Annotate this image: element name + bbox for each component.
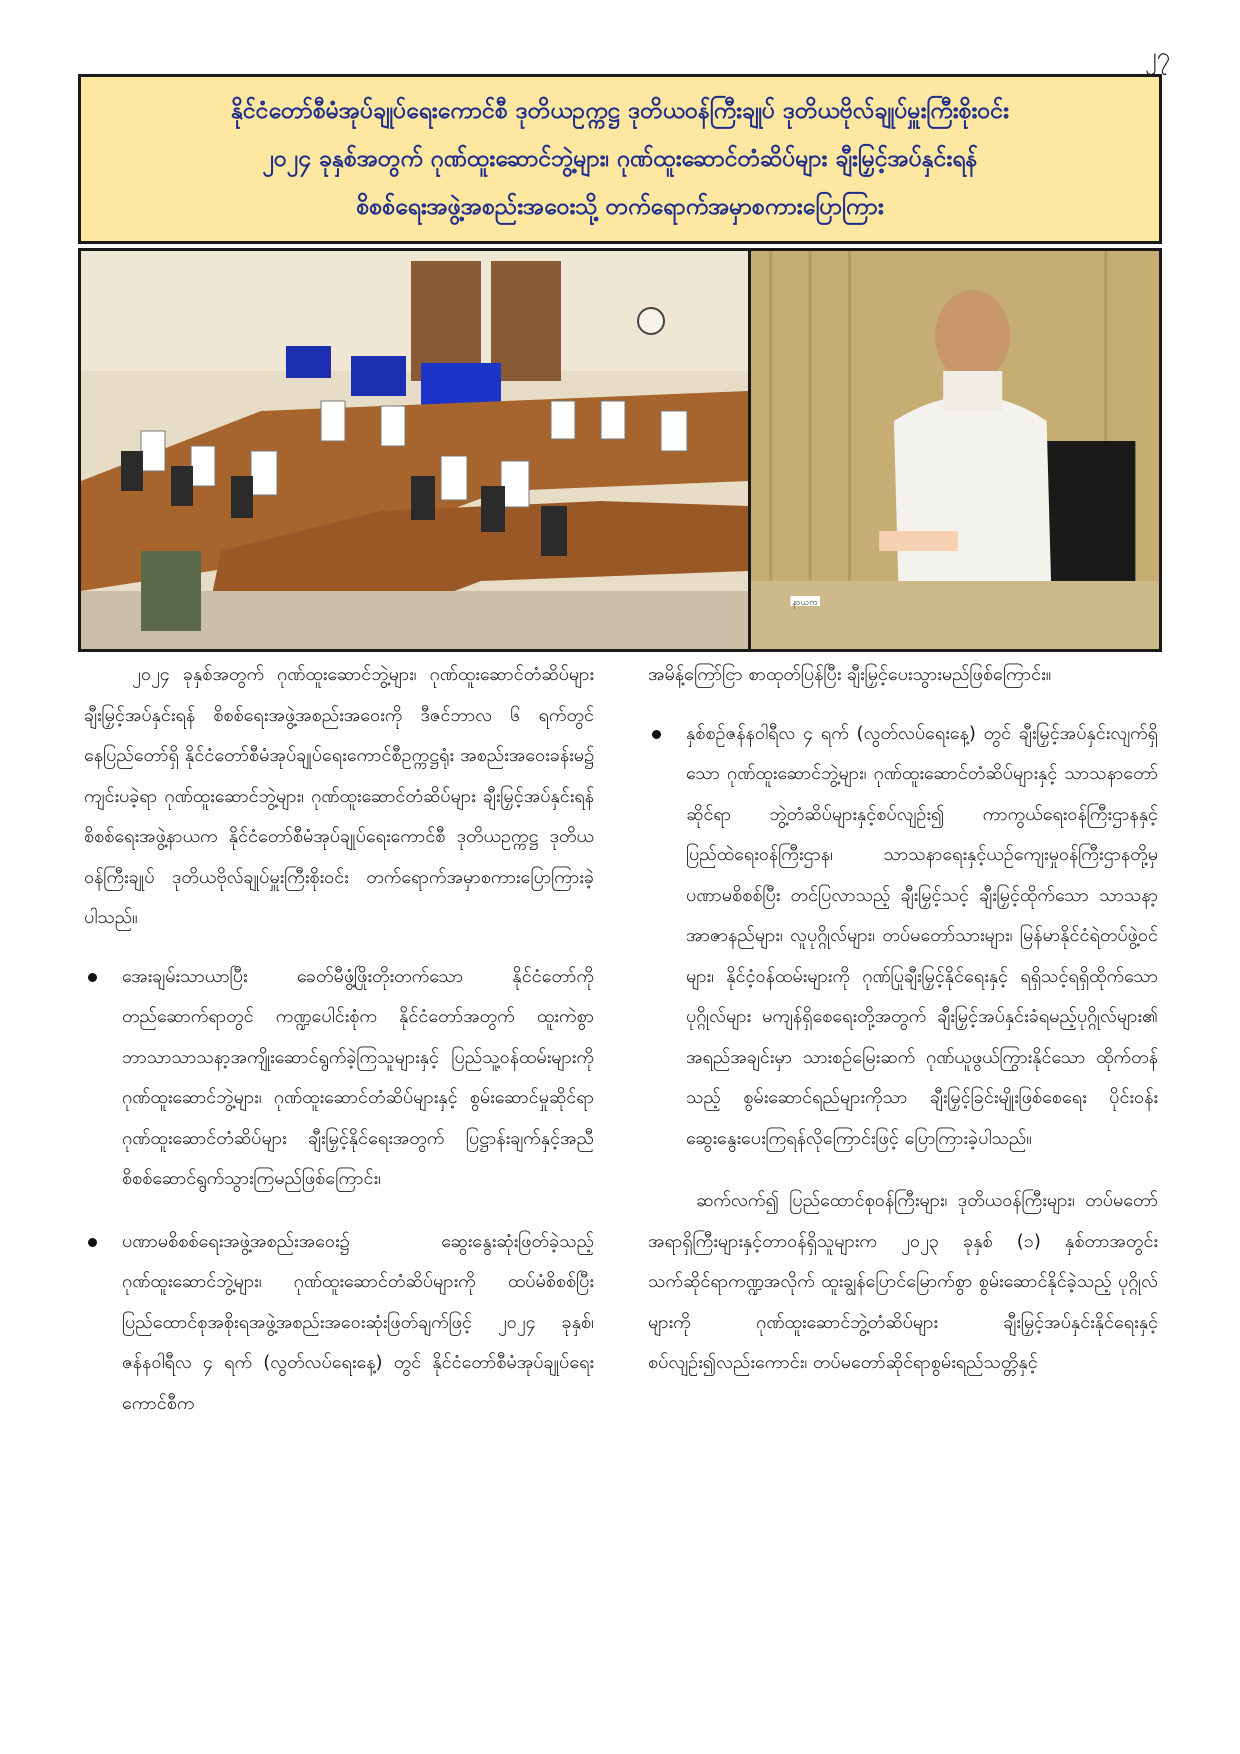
nameplate-label: နာယက	[792, 597, 818, 609]
left-column	[84, 655, 594, 1446]
meeting-room-illustration	[81, 251, 748, 649]
bullet-item	[648, 714, 1158, 1160]
intro-paragraph: ၂၀၂၄ ခုနှစ်အတွက် ဂုဏ်ထူးဆောင်ဘွဲ့များ၊ ဂုဏ်ထူးဆောင်တံဆိပ်များ ချီးမြှင့်အပ်နှင်းရန် စိစစ်ရေးအဖွဲ့အစည်းအဝေးကို ဒီဇင်ဘာလ ၆ ရက်တွင် နေပြည်တော်ရှိ နိုင်ငံတော်စီမံအုပ်ချုပ်ရေးကောင်စီဥက္ကဋ္ဌရုံး အစည်းအဝေးခန်းမ၌ ကျင်းပခဲ့ရာ ဂုဏ်ထူးဆောင်ဘွဲ့များ၊ ဂုဏ်ထူးဆောင်တံဆိပ်များ ချီးမြှင့်အပ်နှင်းရန် စိစစ်ရေးအဖွဲ့နာယက နိုင်ငံတော်စီမံအုပ်ချုပ်ရေးကောင်စီ ဒုတိယဥက္ကဋ္ဌ ဒုတိယဝန်ကြီးချုပ် ဒုတိယဗိုလ်ချုပ်မှူးကြီးစိုးဝင်း တက်ရောက်အမှာစကားပြောကြားခဲ့ပါသည်။	[84, 664, 594, 928]
bullet-text: ပဏာမစိစစ်ရေးအဖွဲ့အစည်းအဝေး၌ ဆွေးနွေးဆုံးဖြတ်ခဲ့သည့် ဂုဏ်ထူးဆောင်ဘွဲ့များ၊ ဂုဏ်ထူးဆောင်တံဆိပ်များကို ထပ်မံစိစစ်ပြီး ပြည်ထောင်စုအစိုးရအဖွဲ့အစည်းအဝေးဆုံးဖြတ်ချက်ဖြင့် ၂၀၂၄ ခုနှစ်၊ ဇန်နဝါရီလ ၄ ရက် (လွတ်လပ်ရေးနေ့) တွင် နိုင်ငံတော်စီမံအုပ်ချုပ်ရေးကောင်စီက	[122, 1230, 594, 1414]
bullet-dot-icon	[652, 730, 661, 739]
bullet-item	[84, 1222, 594, 1425]
page-number: ၂၇	[1144, 42, 1170, 70]
continuation-paragraph: အမိန့်ကြော်ငြာ စာထုတ်ပြန်ပြီး ချီးမြှင့်ပေးသွားမည်ဖြစ်ကြောင်း။	[648, 664, 1052, 685]
closing-paragraph: ဆက်လက်၍ ပြည်ထောင်စုဝန်ကြီးများ၊ ဒုတိယဝန်ကြီးများ၊ တပ်မတော်အရာရှိကြီးများနှင့်တာဝန်ရှိသူများက ၂၀၂၃ ခုနှစ် (၁) နှစ်တာအတွင်း သက်ဆိုင်ရာကဏ္ဍအလိုက် ထူးချွန်ပြောင်မြောက်စွာ စွမ်းဆောင်နိုင်ခဲ့သည့် ပုဂ္ဂိုလ်များကို ဂုဏ်ထူးဆောင်ဘွဲ့တံဆိပ်များ ချီးမြှင့်အပ်နှင်းနိုင်ရေးနှင့် စပ်လျဉ်း၍လည်းကောင်း၊ တပ်မတော်ဆိုင်ရာစွမ်းရည်သတ္တိနှင့်	[648, 1190, 1158, 1373]
headline-line-2: ၂၀၂၄ ခုနှစ်အတွက် ဂုဏ်ထူးဆောင်ဘွဲ့များ၊ ဂုဏ်ထူးဆောင်တံဆိပ်များ ချီးမြှင့်အပ်နှင်းရန်	[262, 146, 978, 172]
speaker-photo	[751, 251, 1159, 649]
photo-strip	[78, 248, 1162, 652]
speaker-illustration	[751, 251, 1159, 649]
headline-line-3: စိစစ်ရေးအဖွဲ့အစည်းအဝေးသို့ တက်ရောက်အမှာစကားပြောကြား	[356, 194, 884, 220]
bullet-item	[84, 957, 594, 1200]
bullet-text: နှစ်စဉ်ဇန်နဝါရီလ ၄ ရက် (လွတ်လပ်ရေးနေ့) တွင် ချီးမြှင့်အပ်နှင်းလျက်ရှိသော ဂုဏ်ထူးဆောင်ဘွဲ့များ၊ ဂုဏ်ထူးဆောင်တံဆိပ်များနှင့် သာသနာတော်ဆိုင်ရာ ဘွဲ့တံဆိပ်များနှင့်စပ်လျဉ်း၍ ကာကွယ်ရေးဝန်ကြီးဌာနနှင့် ပြည်ထဲရေးဝန်ကြီးဌာန၊ သာသနာရေးနှင့်ယဉ်ကျေးမှုဝန်ကြီးဌာနတို့မှ ပဏာမစိစစ်ပြီး တင်ပြလာသည့် ချီးမြှင့်သင့် ချီးမြှင့်ထိုက်သော သာသနာ့အာဇာနည်များ၊ လူပုဂ္ဂိုလ်များ၊ တပ်မတော်သားများ၊ မြန်မာနိုင်ငံရဲတပ်ဖွဲ့ဝင်များ၊ နိုင်ငံ့ဝန်ထမ်းများကို ဂုဏ်ပြုချီးမြှင့်နိုင်ရေးနှင့် ရရှိသင့်ရရှိထိုက်သောပုဂ္ဂိုလ်များ မကျန်ရှိစေရေးတို့အတွက် ချီးမြှင့်အပ်နှင်းခံရမည့်ပုဂ္ဂိုလ်များ၏ အရည်အချင်းမှာ သားစဉ်မြေးဆက် ဂုဏ်ယူဖွယ်ကြွားနိုင်သော ထိုက်တန်သည့် စွမ်းဆောင်ရည်များကိုသာ ချီးမြှင့်ခြင်းမျိုးဖြစ်စေရေး ပိုင်းဝန်းဆွေးနွေးပေးကြရန်လိုကြောင်းဖြင့် ပြောကြားခဲ့ပါသည်။	[686, 722, 1158, 1149]
article-body	[84, 655, 1158, 1735]
bullet-text: အေးချမ်းသာယာပြီး ခေတ်မီဖွံ့ဖြိုးတိုးတက်သော နိုင်ငံတော်ကို တည်ဆောက်ရာတွင် ကဏ္ဍပေါင်းစုံက နိုင်ငံတော်အတွက် ထူးကဲစွာ ဘာသာသာသနာ့အကျိုးဆောင်ရွက်ခဲ့ကြသူများနှင့် ပြည်သူ့ဝန်ထမ်းများကို ဂုဏ်ထူးဆောင်ဘွဲ့များ၊ ဂုဏ်ထူးဆောင်တံဆိပ်များနှင့် စွမ်းဆောင်မှုဆိုင်ရာ ဂုဏ်ထူးဆောင်တံဆိပ်များ ချီးမြှင့်နိုင်ရေးအတွက် ပြဋ္ဌာန်းချက်နှင့်အညီ စိစစ်ဆောင်ရွက်သွားကြမည်ဖြစ်ကြောင်း၊	[122, 965, 594, 1189]
meeting-room-photo	[81, 251, 751, 649]
headline-box	[78, 74, 1162, 244]
headline-line-1: နိုင်ငံတော်စီမံအုပ်ချုပ်ရေးကောင်စီ ဒုတိယဥက္ကဋ္ဌ ဒုတိယဝန်ကြီးချုပ် ဒုတိယဗိုလ်ချုပ်မှူးကြီးစိုးဝင်း	[231, 98, 1009, 124]
bullet-dot-icon	[88, 973, 97, 982]
right-column	[648, 655, 1158, 1402]
bullet-dot-icon	[88, 1238, 97, 1247]
